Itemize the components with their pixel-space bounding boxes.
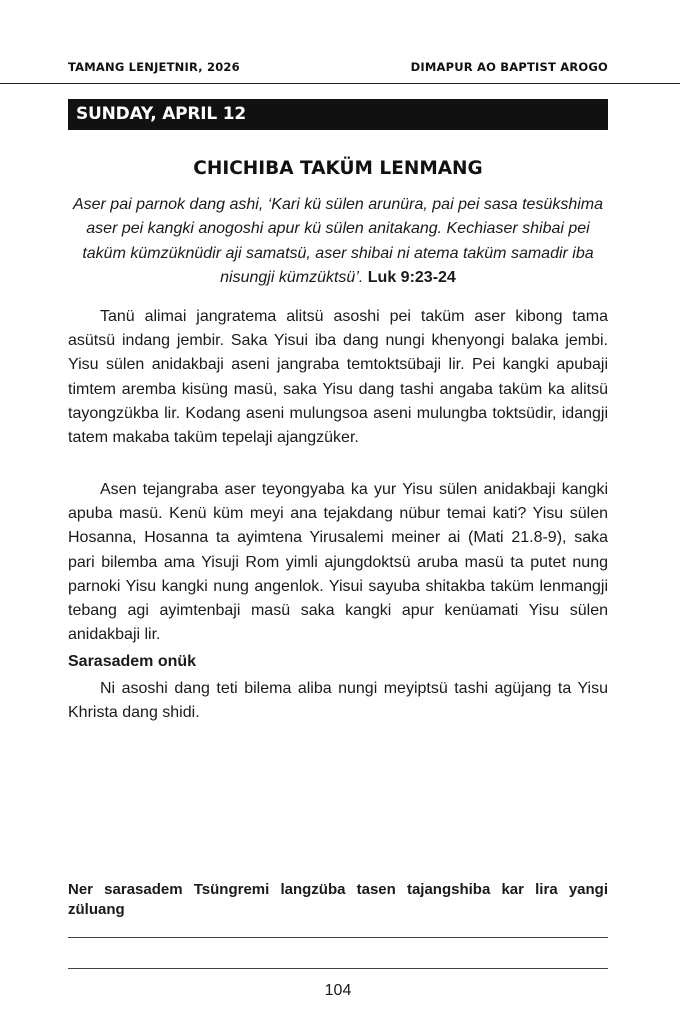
writing-line-1 [68,937,608,938]
page-title: CHICHIBA TAKÜM LENMANG [193,158,483,179]
reflection-prompt: Ner sarasadem Tsüngremi langzüba tasen tajangshiba kar lira yangi züluang [68,881,608,918]
writing-line-2 [68,968,608,969]
body-paragraph-2: Asen tejangraba aser teyongyaba ka yur Yisu sülen anidakbaji kangki apuba masü. Kenü küm meyi ana tejakdang nübur temai kati? Yisu sülen Hosanna, Hosanna ta ayimtena Yirusalemi meiner ai (Mati 21.8-9), saka pari bilemba ama Yisuji Rom yimli ajungdoktsü aruba masü ta putet nung parnoki Yisu kangki nung angenlok. Yisui sayuba shitakba taküm lenmangji tebang agi ayimtenbaji masü saka kangki apur kenüamati Yisu sülen anidakbaji lir. [68,481,608,644]
verse-reference: Luk 9:23-24 [367,268,456,286]
header-left: TAMANG LENJETNIR, 2026 [68,60,240,74]
body-paragraph-1: Tanü alimai jangratema alitsü asoshi pei taküm aser kibong tama asütsü indang jembir. Saka Yisui iba dang nungi khenyongi balaka jembi. Yisu sülen anidakbaji aseni jangraba temtoktsübaji lir. Pei kangki apubaji timtem aremba kisüng masü, saka Yisu dang tashi angaba taküm ka alitsü tayongzükba lir. Kodang aseni mulungsoa aseni mulungba toktsüdir, idangji tatem makaba taküm tepelaji ajangzüker. [68,308,608,447]
header-right: DIMAPUR AO BAPTIST AROGO [410,60,608,74]
subheading: Sarasadem onük [68,653,197,670]
scripture-verse [68,193,608,290]
body-paragraph-3: Ni asoshi dang teti bilema aliba nungi meyiptsü tashi agüjang ta Yisu Khrista dang shidi. [68,680,608,722]
verse-text: Aser pai parnok dang ashi, ‘Kari kü sülen arunüra, pai pei sasa tesükshima aser pei kangki anogoshi apur kü sülen anitakang. Kechiaser shibai pei taküm kümzüknüdir aji samatsü, aser shibai ni atema taküm samadir iba nisungji kümzüktsü’. [72,196,604,286]
page-number: 104 [324,982,352,999]
running-header [68,60,608,74]
day-label-bar: SUNDAY, APRIL 12 [68,99,608,130]
header-rule [0,83,680,84]
